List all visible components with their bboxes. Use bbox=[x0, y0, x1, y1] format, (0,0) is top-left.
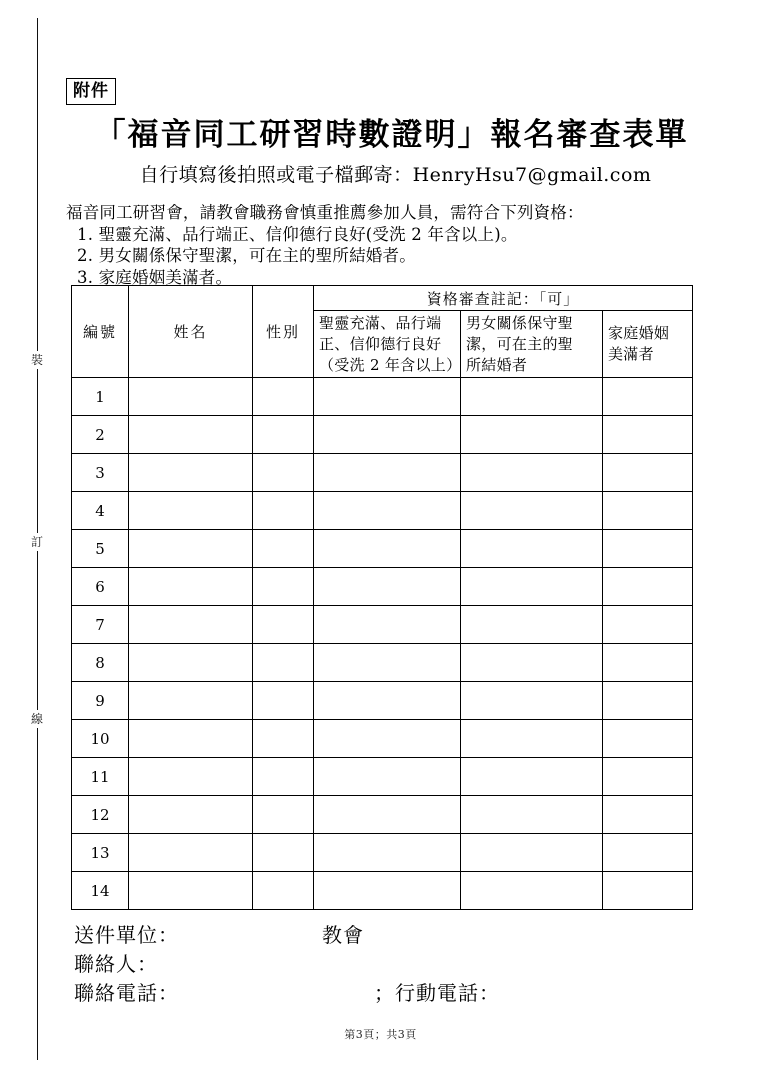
cell-q3[interactable] bbox=[603, 720, 693, 758]
table-row bbox=[72, 644, 693, 682]
column-header-q3-line2: 美滿者 bbox=[608, 345, 654, 363]
column-header-name: 姓名 bbox=[129, 286, 253, 378]
footer-fields bbox=[74, 921, 704, 1008]
footer-field-sender bbox=[74, 921, 704, 950]
cell-q3[interactable] bbox=[603, 644, 693, 682]
column-header-q1-line3: （受洗 2 年含以上） bbox=[319, 355, 462, 374]
page-number: 第3頁；共3頁 bbox=[344, 1028, 417, 1041]
cell-q1[interactable] bbox=[314, 834, 461, 872]
cell-q2[interactable] bbox=[461, 454, 603, 492]
cell-q2[interactable] bbox=[461, 416, 603, 454]
intro-item-1: 1. 聖靈充滿、品行端正、信仰德行良好(受洗 2 年含以上)。 bbox=[77, 224, 518, 244]
table-row bbox=[72, 682, 693, 720]
page-title: 「福音同工研習時數證明」報名審查表單 bbox=[94, 117, 689, 153]
table-row bbox=[72, 796, 693, 834]
intro-lead: 福音同工研習會，請教會職務會慎重推薦參加人員，需符合下列資格： bbox=[66, 203, 584, 222]
binding-mark-zhuang: 裝 bbox=[22, 351, 52, 369]
cell-q2[interactable] bbox=[461, 872, 603, 910]
cell-sex[interactable] bbox=[253, 454, 314, 492]
cell-q3[interactable] bbox=[603, 568, 693, 606]
row-index: 11 bbox=[72, 758, 129, 796]
table-row bbox=[72, 758, 693, 796]
attachment-tag: 附件 bbox=[66, 78, 116, 105]
row-index: 4 bbox=[72, 492, 129, 530]
footer-field-contact-person bbox=[74, 950, 704, 979]
cell-q2[interactable] bbox=[461, 720, 603, 758]
table-row bbox=[72, 606, 693, 644]
cell-name[interactable] bbox=[129, 530, 253, 568]
cell-q3[interactable] bbox=[603, 758, 693, 796]
row-index: 2 bbox=[72, 416, 129, 454]
cell-q3[interactable] bbox=[603, 834, 693, 872]
column-header-q2-line3: 所結婚者 bbox=[466, 355, 528, 374]
table-row bbox=[72, 378, 693, 416]
cell-name[interactable] bbox=[129, 758, 253, 796]
table-row bbox=[72, 834, 693, 872]
footer-label-contact-person: 聯絡人： bbox=[74, 952, 158, 976]
cell-sex[interactable] bbox=[253, 796, 314, 834]
page-subtitle: 自行填寫後拍照或電子檔郵寄：HenryHsu7@gmail.com bbox=[139, 164, 652, 186]
cell-name[interactable] bbox=[129, 492, 253, 530]
cell-name[interactable] bbox=[129, 606, 253, 644]
cell-sex[interactable] bbox=[253, 682, 314, 720]
cell-sex[interactable] bbox=[253, 378, 314, 416]
footer-value-sender[interactable]: 教會 bbox=[322, 923, 364, 947]
column-header-q2 bbox=[461, 311, 603, 378]
table-row bbox=[72, 568, 693, 606]
row-index: 12 bbox=[72, 796, 129, 834]
cell-q1[interactable] bbox=[314, 796, 461, 834]
cell-q2[interactable] bbox=[461, 834, 603, 872]
cell-q1[interactable] bbox=[314, 568, 461, 606]
cell-sex[interactable] bbox=[253, 492, 314, 530]
cell-name[interactable] bbox=[129, 568, 253, 606]
row-index: 7 bbox=[72, 606, 129, 644]
row-index: 10 bbox=[72, 720, 129, 758]
cell-q2[interactable] bbox=[461, 492, 603, 530]
column-header-q3 bbox=[603, 311, 693, 378]
cell-name[interactable] bbox=[129, 378, 253, 416]
cell-sex[interactable] bbox=[253, 720, 314, 758]
cell-q2[interactable] bbox=[461, 682, 603, 720]
cell-q3[interactable] bbox=[603, 796, 693, 834]
row-index: 13 bbox=[72, 834, 129, 872]
cell-q3[interactable] bbox=[603, 530, 693, 568]
cell-q1[interactable] bbox=[314, 454, 461, 492]
cell-name[interactable] bbox=[129, 454, 253, 492]
cell-q3[interactable] bbox=[603, 682, 693, 720]
table-head bbox=[72, 286, 693, 378]
intro-item-3: 3. 家庭婚姻美滿者。 bbox=[77, 267, 233, 287]
cell-q1[interactable] bbox=[314, 606, 461, 644]
cell-name[interactable] bbox=[129, 416, 253, 454]
table-row bbox=[72, 416, 693, 454]
cell-sex[interactable] bbox=[253, 606, 314, 644]
row-index: 5 bbox=[72, 530, 129, 568]
table-row bbox=[72, 530, 693, 568]
row-index: 9 bbox=[72, 682, 129, 720]
cell-sex[interactable] bbox=[253, 758, 314, 796]
table-group-header-row bbox=[72, 286, 693, 311]
cell-q2[interactable] bbox=[461, 796, 603, 834]
cell-q1[interactable] bbox=[314, 416, 461, 454]
cell-q3[interactable] bbox=[603, 378, 693, 416]
cell-sex[interactable] bbox=[253, 644, 314, 682]
cell-q3[interactable] bbox=[603, 454, 693, 492]
cell-name[interactable] bbox=[129, 682, 253, 720]
cell-q3[interactable] bbox=[603, 492, 693, 530]
binding-mark-ding: 訂 bbox=[22, 533, 52, 551]
cell-q1[interactable] bbox=[314, 682, 461, 720]
row-index: 3 bbox=[72, 454, 129, 492]
cell-q1[interactable] bbox=[314, 644, 461, 682]
footer-label-phone: 聯絡電話： bbox=[74, 981, 179, 1005]
cell-q2[interactable] bbox=[461, 530, 603, 568]
cell-q2[interactable] bbox=[461, 606, 603, 644]
cell-sex[interactable] bbox=[253, 872, 314, 910]
registration-review-table bbox=[71, 285, 693, 910]
cell-q2[interactable] bbox=[461, 758, 603, 796]
cell-q1[interactable] bbox=[314, 758, 461, 796]
intro-item-2: 2. 男女關係保守聖潔，可在主的聖所結婚者。 bbox=[77, 246, 416, 265]
table-row bbox=[72, 454, 693, 492]
intro-paragraph bbox=[66, 202, 706, 288]
table-row bbox=[72, 872, 693, 910]
table-row bbox=[72, 492, 693, 530]
footer-field-phone bbox=[74, 979, 704, 1008]
cell-sex[interactable] bbox=[253, 568, 314, 606]
column-header-q1 bbox=[314, 311, 461, 378]
cell-q2[interactable] bbox=[461, 568, 603, 606]
cell-name[interactable] bbox=[129, 834, 253, 872]
cell-name[interactable] bbox=[129, 796, 253, 834]
cell-q1[interactable] bbox=[314, 530, 461, 568]
cell-name[interactable] bbox=[129, 644, 253, 682]
column-header-no: 編號 bbox=[72, 286, 129, 378]
row-index: 8 bbox=[72, 644, 129, 682]
footer-label-mobile: ；行動電話： bbox=[374, 981, 500, 1005]
footer-label-sender: 送件單位： bbox=[74, 923, 179, 947]
column-header-q2-line1: 男女關係保守聖 bbox=[466, 313, 574, 332]
cell-q3[interactable] bbox=[603, 872, 693, 910]
binding-mark-xian: 線 bbox=[22, 710, 52, 728]
row-index: 1 bbox=[72, 378, 129, 416]
cell-q2[interactable] bbox=[461, 378, 603, 416]
cell-sex[interactable] bbox=[253, 416, 314, 454]
cell-q1[interactable] bbox=[314, 492, 461, 530]
cell-q3[interactable] bbox=[603, 606, 693, 644]
cell-q1[interactable] bbox=[314, 720, 461, 758]
column-header-sex: 性別 bbox=[253, 286, 314, 378]
column-header-q2-line2: 潔，可在主的聖 bbox=[466, 334, 574, 353]
table-row bbox=[72, 720, 693, 758]
row-index: 6 bbox=[72, 568, 129, 606]
column-group-header-review: 資格審查註記：「可」 bbox=[314, 286, 693, 311]
cell-sex[interactable] bbox=[253, 834, 314, 872]
cell-q2[interactable] bbox=[461, 644, 603, 682]
table-body bbox=[72, 378, 693, 910]
cell-q1[interactable] bbox=[314, 378, 461, 416]
cell-name[interactable] bbox=[129, 872, 253, 910]
column-header-q1-line1: 聖靈充滿、品行端 bbox=[319, 313, 442, 332]
cell-q3[interactable] bbox=[603, 416, 693, 454]
cell-name[interactable] bbox=[129, 720, 253, 758]
column-header-q3-line1: 家庭婚姻 bbox=[608, 324, 670, 342]
column-header-q1-line2: 正、信仰德行良好 bbox=[319, 334, 442, 353]
cell-sex[interactable] bbox=[253, 530, 314, 568]
cell-q1[interactable] bbox=[314, 872, 461, 910]
row-index: 14 bbox=[72, 872, 129, 910]
